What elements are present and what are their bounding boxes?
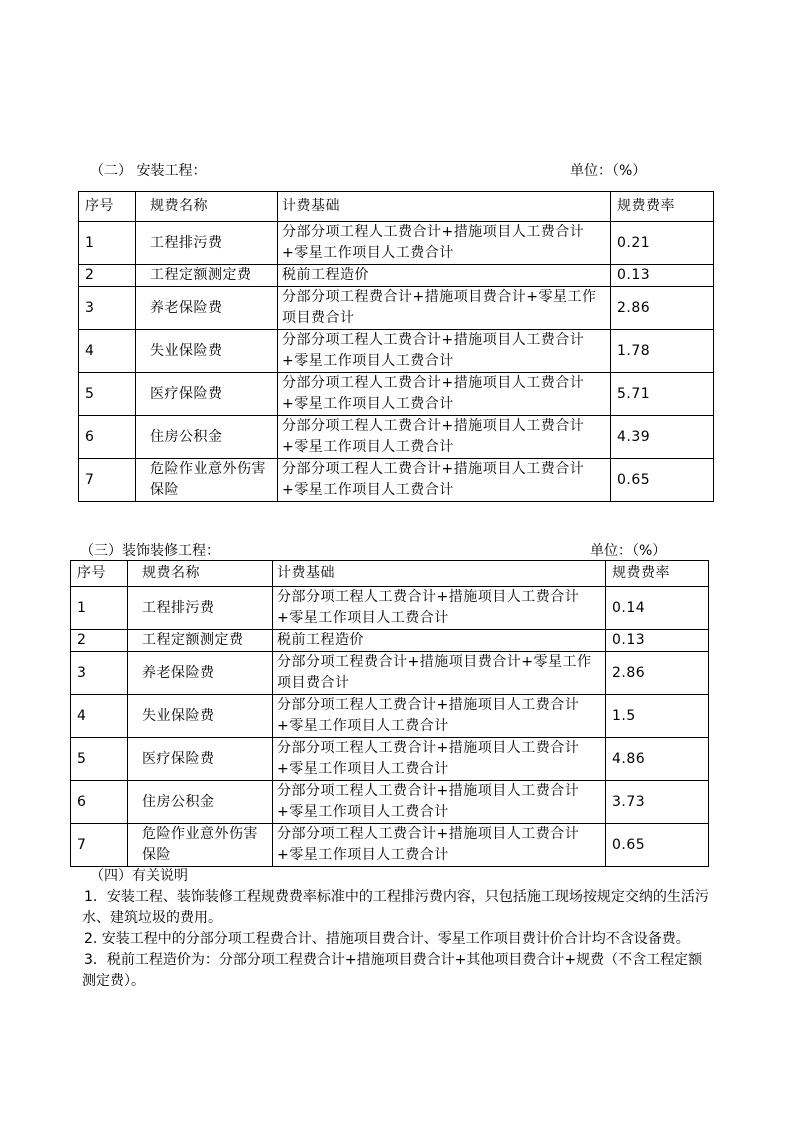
row-index: 6 [71, 781, 128, 824]
table-row [71, 695, 709, 738]
table-row [79, 416, 714, 459]
table-row [71, 630, 709, 652]
fee-basis: 税前工程造价 [273, 630, 606, 652]
fee-name: 工程排污费 [136, 222, 278, 265]
fee-name: 工程定额测定费 [128, 630, 273, 652]
fee-name: 养老保险费 [128, 652, 273, 695]
fee-name: 住房公积金 [128, 781, 273, 824]
row-index: 2 [79, 265, 136, 287]
fee-rate: 0.13 [611, 265, 714, 287]
header-index: 序号 [71, 561, 128, 587]
fee-rate: 0.13 [606, 630, 709, 652]
fee-name: 住房公积金 [136, 416, 278, 459]
fee-rate: 0.21 [611, 222, 714, 265]
table-row [71, 587, 709, 630]
fee-basis: 税前工程造价 [278, 265, 611, 287]
table-header-row [71, 561, 709, 587]
fee-rate: 0.65 [606, 824, 709, 867]
fee-rate: 1.5 [606, 695, 709, 738]
notes-section [82, 866, 712, 992]
fee-name: 工程排污费 [128, 587, 273, 630]
fee-name: 养老保险费 [136, 287, 278, 330]
fee-rate: 0.65 [611, 459, 714, 502]
fee-rate: 3.73 [606, 781, 709, 824]
section-title: （二） 安装工程： [90, 163, 207, 179]
table-row [79, 222, 714, 265]
fee-basis: 分部分项工程费合计+措施项目费合计+零星工作项目费合计 [278, 287, 611, 330]
fee-basis: 分部分项工程人工费合计+措施项目人工费合计+零星工作项目人工费合计 [278, 416, 611, 459]
note-item: 1．安装工程、装饰装修工程规费费率标准中的工程排污费内容，只包括施工现场按规定交纳的生活污水、建筑垃圾的费用。 [82, 889, 709, 926]
table-header-row [79, 192, 714, 222]
table-row [79, 459, 714, 502]
table-row [79, 287, 714, 330]
header-name: 规费名称 [136, 192, 278, 222]
row-index: 4 [79, 330, 136, 373]
fee-name: 失业保险费 [128, 695, 273, 738]
fee-rate: 4.39 [611, 416, 714, 459]
row-index: 5 [71, 738, 128, 781]
row-index: 7 [71, 824, 128, 867]
fee-rate: 2.86 [611, 287, 714, 330]
unit-label: 单位：（%） [590, 543, 667, 559]
fee-basis: 分部分项工程人工费合计+措施项目人工费合计+零星工作项目人工费合计 [273, 824, 606, 867]
header-rate: 规费费率 [606, 561, 709, 587]
section-title: （三）装饰装修工程： [80, 543, 220, 559]
fee-basis: 分部分项工程人工费合计+措施项目人工费合计+零星工作项目人工费合计 [278, 459, 611, 502]
header-basis: 计费基础 [278, 192, 611, 222]
fee-name: 失业保险费 [136, 330, 278, 373]
table-row [79, 265, 714, 287]
fee-basis: 分部分项工程费合计+措施项目费合计+零星工作项目费合计 [273, 652, 606, 695]
row-index: 2 [71, 630, 128, 652]
fee-basis: 分部分项工程人工费合计+措施项目人工费合计+零星工作项目人工费合计 [273, 695, 606, 738]
row-index: 3 [79, 287, 136, 330]
table-row [71, 781, 709, 824]
row-index: 4 [71, 695, 128, 738]
header-basis: 计费基础 [273, 561, 606, 587]
table-row [71, 824, 709, 867]
notes-title: （四）有关说明 [90, 868, 188, 884]
fee-name: 危险作业意外伤害保险 [136, 459, 278, 502]
header-rate: 规费费率 [611, 192, 714, 222]
fee-basis: 分部分项工程人工费合计+措施项目人工费合计+零星工作项目人工费合计 [278, 373, 611, 416]
table-row [79, 373, 714, 416]
fee-rate: 1.78 [611, 330, 714, 373]
fee-basis: 分部分项工程人工费合计+措施项目人工费合计+零星工作项目人工费合计 [273, 587, 606, 630]
fee-basis: 分部分项工程人工费合计+措施项目人工费合计+零星工作项目人工费合计 [278, 222, 611, 265]
fee-name: 工程定额测定费 [136, 265, 278, 287]
fee-basis: 分部分项工程人工费合计+措施项目人工费合计+零星工作项目人工费合计 [278, 330, 611, 373]
table-row [79, 330, 714, 373]
note-item: 2. 安装工程中的分部分项工程费合计、措施项目费合计、零星工作项目费计价合计均不含设备费。 [84, 931, 690, 947]
fee-basis: 分部分项工程人工费合计+措施项目人工费合计+零星工作项目人工费合计 [273, 738, 606, 781]
header-index: 序号 [79, 192, 136, 222]
row-index: 6 [79, 416, 136, 459]
fee-rate: 0.14 [606, 587, 709, 630]
row-index: 5 [79, 373, 136, 416]
fee-rate: 4.86 [606, 738, 709, 781]
header-name: 规费名称 [128, 561, 273, 587]
row-index: 7 [79, 459, 136, 502]
fee-rate-table [78, 191, 714, 502]
fee-rate: 2.86 [606, 652, 709, 695]
fee-basis: 分部分项工程人工费合计+措施项目人工费合计+零星工作项目人工费合计 [273, 781, 606, 824]
note-item: 3．税前工程造价为：分部分项工程费合计+措施项目费合计+其他项目费合计+规费（不含工程定额测定费）。 [82, 952, 703, 989]
row-index: 3 [71, 652, 128, 695]
table-row [71, 738, 709, 781]
unit-label: 单位：（%） [570, 163, 647, 179]
fee-name: 医疗保险费 [136, 373, 278, 416]
table-row [71, 652, 709, 695]
row-index: 1 [79, 222, 136, 265]
fee-name: 医疗保险费 [128, 738, 273, 781]
fee-name: 危险作业意外伤害保险 [128, 824, 273, 867]
fee-rate: 5.71 [611, 373, 714, 416]
fee-rate-table [70, 560, 709, 867]
row-index: 1 [71, 587, 128, 630]
